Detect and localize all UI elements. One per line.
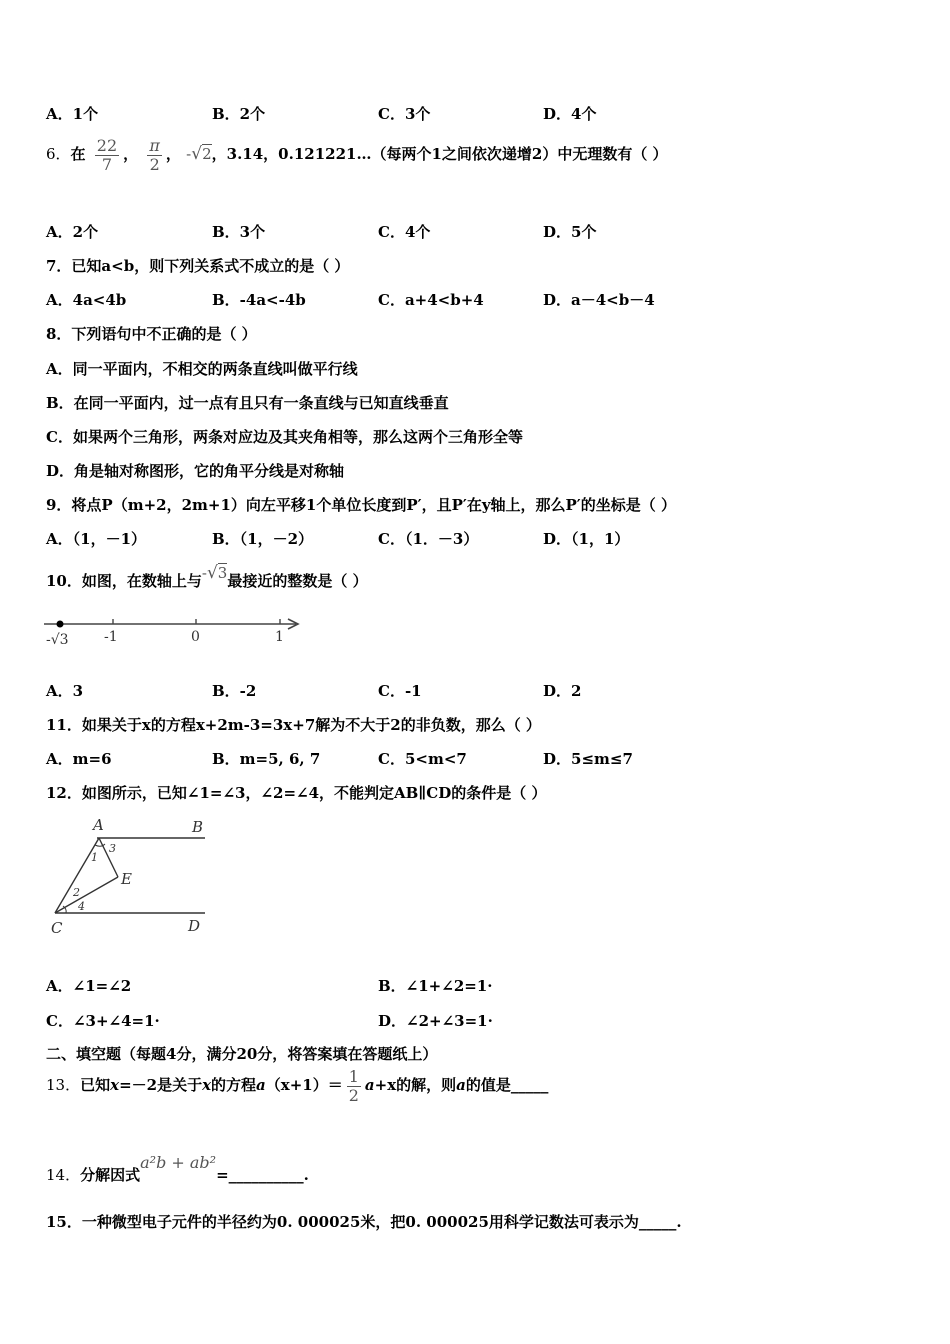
fraction-denominator: 2: [348, 1085, 359, 1105]
q6-option-b: B．3个: [212, 223, 266, 241]
label-angle-1: 1: [91, 851, 98, 864]
line-ac: [55, 838, 99, 913]
question-7: 7．已知a<b，则下列关系式不成立的是（ ）: [46, 257, 350, 275]
label-e: E: [121, 870, 132, 888]
label-c: C: [51, 919, 63, 937]
q9-option-d: D．（1，1）: [543, 530, 630, 548]
negative-sign: -: [201, 564, 207, 582]
label-angle-3: 3: [109, 842, 116, 855]
fraction-numerator: 22: [96, 136, 118, 155]
question-6: [46, 137, 668, 173]
label-a: A: [93, 816, 104, 834]
q13-eq: =－2是关于: [119, 1076, 203, 1095]
question-6-number: 6．: [46, 145, 71, 164]
q5-option-d: D．4个: [543, 105, 597, 123]
fraction-numerator: π: [149, 136, 160, 155]
question-11: 11．如果关于x的方程x+2m-3=3x+7解为不大于2的非负数，那么（ ）: [46, 716, 541, 734]
q14-end: =__________.: [216, 1166, 309, 1184]
point-minus-sqrt3: [57, 621, 64, 628]
q7-option-c: C．a+4<b+4: [378, 291, 484, 309]
q5-option-b: B．2个: [212, 105, 266, 123]
q13-var-a-tail: a: [364, 1076, 375, 1095]
q5-option-c: C．3个: [378, 105, 431, 123]
q7-option-a: A．4a<4b: [46, 291, 127, 309]
fraction-22-7: [95, 137, 119, 173]
sqrt-icon: √: [191, 144, 203, 165]
number-line-figure: [40, 610, 310, 652]
label-b: B: [192, 818, 204, 836]
q7-option-d: D．a－4<b－4: [543, 291, 655, 309]
q12-option-c: C．∠3+∠4=1·: [46, 1012, 160, 1030]
q9-option-c: C．（1．－3）: [378, 530, 479, 548]
q13-var-x2: x: [202, 1076, 212, 1095]
q9-option-b: B．（1，－2）: [212, 530, 314, 548]
q13-end: 的值是_____: [465, 1076, 549, 1095]
q11-option-b: B．m=5, 6, 7: [212, 750, 321, 768]
q14-expression: a²b + ab²: [140, 1153, 217, 1172]
q10-option-a: A．3: [46, 682, 84, 700]
q12-option-a: A．∠1=∠2: [46, 977, 132, 995]
q12-option-d: D．∠2+∠3=1·: [378, 1012, 493, 1030]
question-10-pre: 10．如图，在数轴上与: [46, 572, 202, 590]
q13-tail: +x的解，则: [374, 1076, 457, 1095]
fraction-denominator: 2: [149, 154, 160, 174]
q12-option-b: B．∠1+∠2=1·: [378, 977, 493, 995]
q10-option-d: D．2: [543, 682, 582, 700]
question-14: [46, 1152, 309, 1184]
q9-option-a: A．（1，－1）: [46, 530, 147, 548]
sqrt-argument: 3: [217, 564, 228, 582]
question-9: 9．将点P（m+2，2m+1）向左平移1个单位长度到P′，且P′在y轴上，那么P′的坐标是（ ）: [46, 496, 676, 514]
q6-option-d: D．5个: [543, 223, 597, 241]
label-angle-2: 2: [73, 886, 80, 899]
question-8: 8．下列语句中不正确的是（ ）: [46, 325, 257, 343]
q11-option-a: A．m=6: [46, 750, 112, 768]
question-6-pre: 在: [70, 145, 86, 164]
sqrt-icon: √: [206, 563, 218, 583]
fraction-1-2: [347, 1068, 361, 1104]
label-minus-sqrt3: -√3: [46, 632, 69, 648]
q13-paren: （x+1）＝: [265, 1076, 343, 1095]
label-d: D: [188, 917, 201, 935]
question-10-post: 最接近的整数是（ ）: [227, 572, 368, 590]
sqrt-argument: 2: [202, 145, 212, 164]
q11-option-d: D．5≤m≤7: [543, 750, 633, 768]
q7-option-b: B．-4a<-4b: [212, 291, 306, 309]
q14-pre: 分解因式: [80, 1166, 141, 1184]
q13-var-a2: a: [456, 1076, 466, 1095]
section-2-heading: 二、填空题（每题4分，满分20分，将答案填在答题纸上）: [46, 1045, 438, 1063]
geometry-figure: [45, 815, 215, 940]
question-13-number: 13．: [46, 1076, 81, 1095]
question-15: 15．一种微型电子元件的半径约为0. 000025米，把0. 000025用科学记数法可表示为_____.: [46, 1213, 682, 1231]
q10-option-c: C．-1: [378, 682, 422, 700]
separator: ，: [165, 145, 181, 164]
q8-option-a: A．同一平面内，不相交的两条直线叫做平行线: [46, 360, 358, 378]
separator: ，: [123, 145, 139, 164]
label-minus-1: -1: [104, 629, 118, 645]
q8-option-b: B．在同一平面内，过一点有且只有一条直线与已知直线垂直: [46, 394, 449, 412]
question-6-rest: ，3.14，0.121221…（每两个1之间依次递增2）中无理数有（ ）: [211, 145, 668, 164]
negative-sign: -: [186, 145, 192, 164]
q8-option-c: C．如果两个三角形，两条对应边及其夹角相等，那么这两个三角形全等: [46, 428, 523, 446]
question-10: [46, 563, 368, 591]
fraction-numerator: 1: [348, 1067, 359, 1086]
question-12: 12．如图所示，已知∠1=∠3，∠2=∠4，不能判定AB∥CD的条件是（ ）: [46, 784, 547, 802]
question-13: [46, 1068, 548, 1104]
fraction-denominator: 7: [101, 154, 113, 174]
label-angle-4: 4: [78, 900, 85, 913]
q5-option-a: A．1个: [46, 105, 99, 123]
fraction-pi-2: [147, 137, 162, 173]
label-0: 0: [191, 629, 200, 645]
q6-option-a: A．2个: [46, 223, 99, 241]
q11-option-c: C．5<m<7: [378, 750, 467, 768]
q13-pre: 已知: [80, 1076, 111, 1095]
q13-var-a: a: [256, 1076, 266, 1095]
q13-var-x: x: [110, 1076, 120, 1095]
q8-option-d: D．角是轴对称图形，它的角平分线是对称轴: [46, 462, 345, 480]
question-14-number: 14．: [46, 1166, 81, 1184]
q6-option-c: C．4个: [378, 223, 431, 241]
label-1: 1: [275, 629, 284, 645]
q13-mid: 的方程: [211, 1076, 257, 1095]
q10-option-b: B．-2: [212, 682, 257, 700]
